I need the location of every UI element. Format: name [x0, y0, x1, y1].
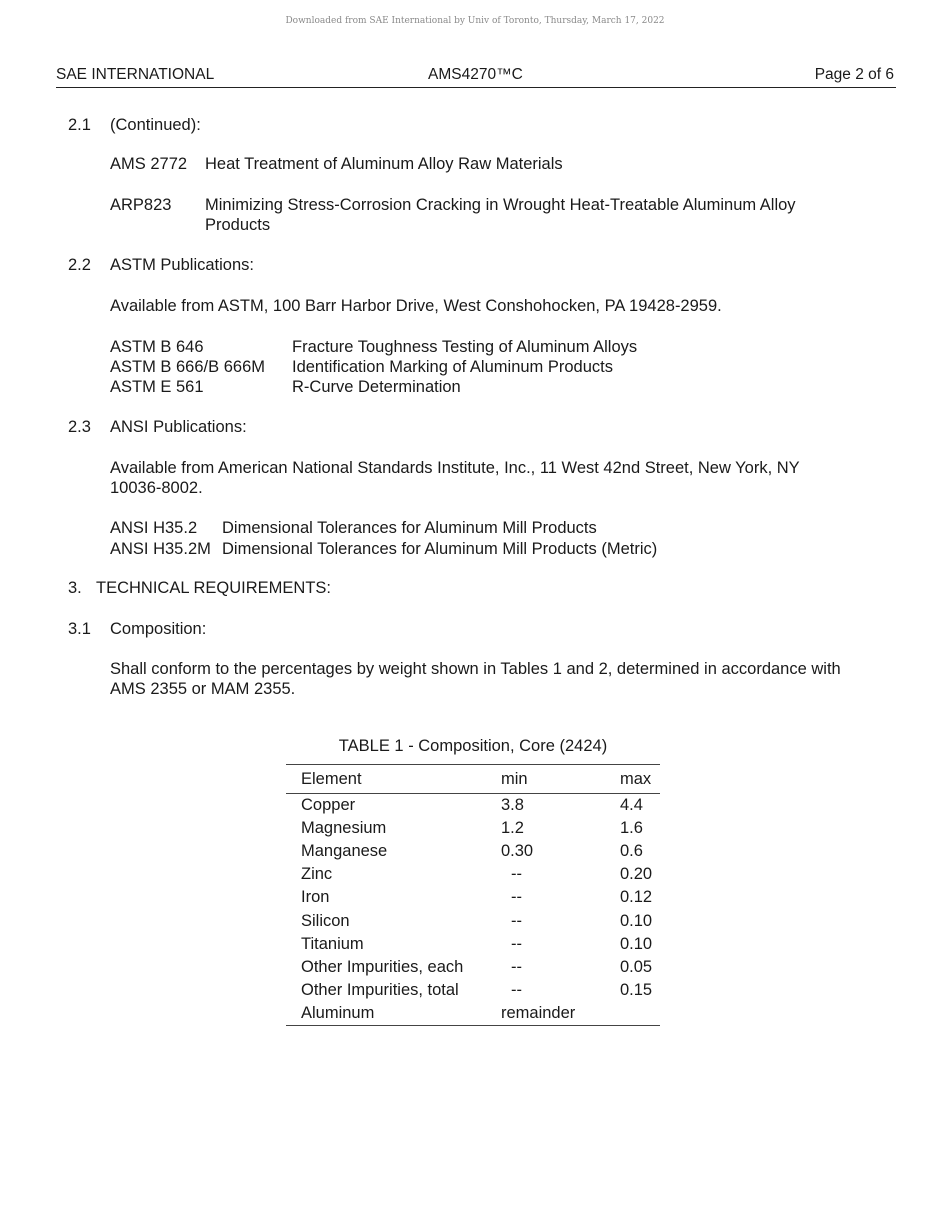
table-cell: 1.2 [501, 818, 524, 837]
table-cell: Iron [301, 888, 330, 907]
table-cell: remainder [501, 1004, 576, 1023]
reference-code: ARP823 [110, 196, 172, 214]
table-cell: 0.20 [620, 865, 653, 884]
table-header-row [286, 765, 660, 794]
table-cell: Other Impurities, each [301, 957, 464, 976]
header-publisher: SAE INTERNATIONAL [56, 66, 215, 83]
table-cell: -- [511, 865, 522, 884]
table-cell: Magnesium [301, 818, 387, 837]
table-row [286, 840, 660, 863]
table-cell [620, 1002, 660, 1025]
section-3-1-number: 3.1 [68, 620, 91, 638]
reference-code: ASTM B 646 [110, 338, 204, 356]
reference-title: R-Curve Determination [292, 378, 461, 396]
astm-availability-text: Available from ASTM, 100 Barr Harbor Drive, West Conshohocken, PA 19428-2959. [110, 297, 722, 315]
reference-title: Minimizing Stress-Corrosion Cracking in Wrought Heat-Treatable Aluminum Alloy Products [205, 196, 796, 234]
reference-code: ASTM E 561 [110, 378, 204, 396]
table-cell: Other Impurities, total [301, 981, 459, 1000]
reference-title: Dimensional Tolerances for Aluminum Mill Products (Metric) [222, 540, 658, 558]
table-row [286, 794, 660, 817]
section-2-1-number: 2.1 [68, 116, 91, 134]
table-cell: -- [511, 957, 522, 976]
table-cell: 0.30 [501, 841, 534, 860]
table-row [286, 1002, 660, 1025]
table-row [286, 863, 660, 886]
table-cell: Copper [301, 795, 356, 814]
table-cell: 0.10 [620, 934, 653, 953]
table-cell: Zinc [301, 865, 333, 884]
table-cell: -- [511, 911, 522, 930]
table-cell: 0.12 [620, 888, 653, 907]
reference-title: Dimensional Tolerances for Aluminum Mill Products [222, 519, 597, 537]
table-cell: 3.8 [501, 795, 524, 814]
column-header: Element [301, 769, 362, 788]
column-header: max [620, 769, 652, 788]
section-2-2-number: 2.2 [68, 256, 91, 274]
ansi-availability-text: Available from American National Standards Institute, Inc., 11 West 42nd Street, New York, NY 10036-8002. [110, 459, 800, 497]
table-row [286, 933, 660, 956]
column-header: min [501, 769, 528, 788]
table-cell: 4.4 [620, 795, 643, 814]
section-2-1-title: (Continued): [110, 116, 201, 134]
reference-code: ANSI H35.2M [110, 540, 211, 558]
table-cell: 0.15 [620, 981, 653, 1000]
table-cell: Aluminum [301, 1004, 375, 1023]
header-page-number: Page 2 of 6 [814, 66, 894, 83]
table-cell: 0.10 [620, 911, 653, 930]
reference-title: Fracture Toughness Testing of Aluminum Alloys [292, 338, 638, 356]
table-row [286, 956, 660, 979]
section-3-1-title: Composition: [110, 620, 207, 638]
section-2-3-title: ANSI Publications: [110, 418, 247, 436]
composition-text: Shall conform to the percentages by weight shown in Tables 1 and 2, determined in accordance with AMS 2355 or MAM 2355. [110, 660, 841, 698]
table-cell: 0.6 [620, 841, 643, 860]
section-2-2-title: ASTM Publications: [110, 256, 254, 274]
reference-code: ASTM B 666/B 666M [110, 358, 265, 376]
reference-title: Identification Marking of Aluminum Products [292, 358, 613, 376]
reference-code: ANSI H35.2 [110, 519, 198, 537]
composition-table [286, 736, 660, 1026]
reference-title: Heat Treatment of Aluminum Alloy Raw Materials [205, 155, 563, 173]
table-cell: Manganese [301, 841, 388, 860]
section-3-title: TECHNICAL REQUIREMENTS: [96, 579, 331, 597]
table-cell: 1.6 [620, 818, 643, 837]
download-watermark: Downloaded from SAE International by Univ of Toronto, Thursday, March 17, 2022 [285, 16, 665, 26]
table-cell: Silicon [301, 911, 350, 930]
table-row [286, 817, 660, 840]
table-cell: 0.05 [620, 957, 653, 976]
table-cell: -- [511, 888, 522, 907]
table-cell: -- [511, 981, 522, 1000]
header-rule [56, 87, 896, 88]
table-row [286, 909, 660, 932]
reference-code: AMS 2772 [110, 155, 188, 173]
section-3-number: 3. [68, 579, 82, 597]
header-document-number: AMS4270™C [428, 66, 523, 83]
section-2-3-number: 2.3 [68, 418, 91, 436]
table-row [286, 979, 660, 1002]
table-row [286, 886, 660, 909]
table-cell: -- [511, 934, 522, 953]
table-cell: Titanium [301, 934, 364, 953]
table-caption: TABLE 1 - Composition, Core (2424) [338, 737, 608, 755]
